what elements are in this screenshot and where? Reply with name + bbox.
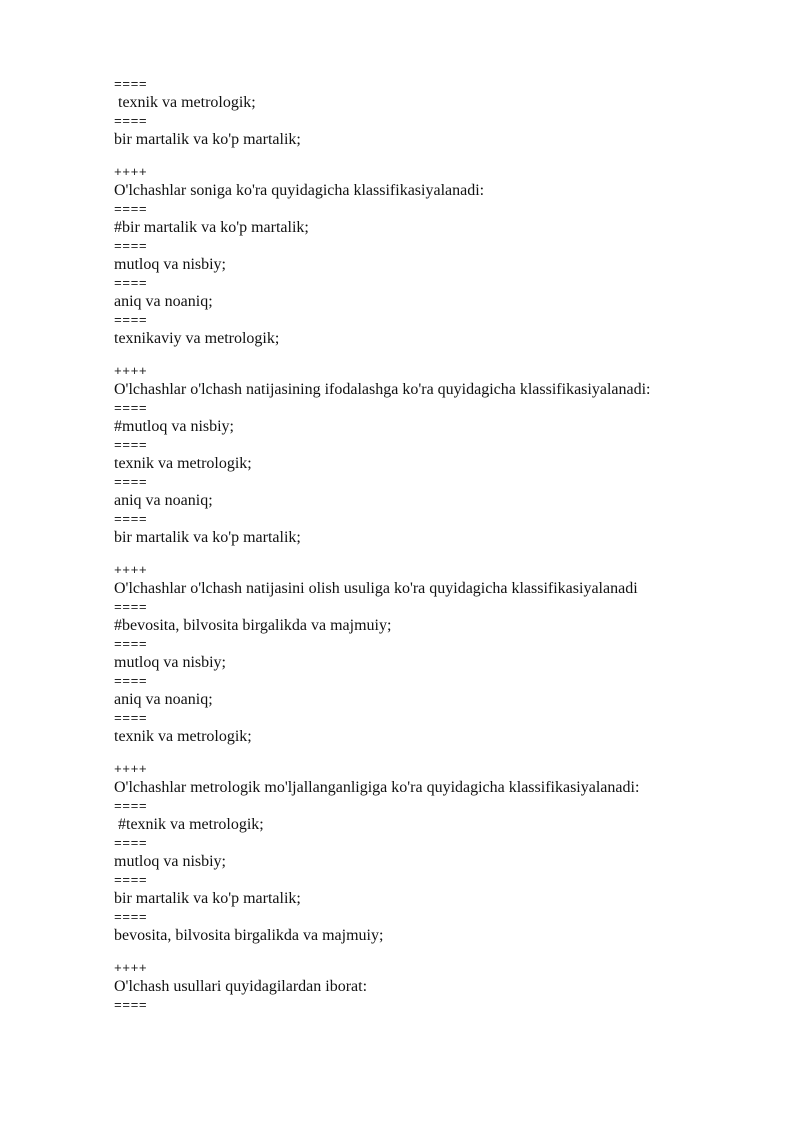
answer-option: texnikaviy va metrologik; bbox=[114, 330, 280, 347]
answer-option: bir martalik va ko'p martalik; bbox=[114, 131, 301, 148]
question-marker: ++++ bbox=[114, 762, 148, 777]
answer-option: texnik va metrologik; bbox=[114, 455, 252, 472]
answer-separator: ==== bbox=[114, 998, 148, 1013]
answer-separator: ==== bbox=[114, 711, 148, 726]
answer-option: texnik va metrologik; bbox=[114, 728, 252, 745]
answer-option: aniq va noaniq; bbox=[114, 492, 213, 509]
question-marker: ++++ bbox=[114, 563, 148, 578]
answer-separator: ==== bbox=[114, 637, 148, 652]
answer-separator: ==== bbox=[114, 401, 148, 416]
answer-option: mutloq va nisbiy; bbox=[114, 654, 226, 671]
answer-separator: ==== bbox=[114, 836, 148, 851]
answer-separator: ==== bbox=[114, 438, 148, 453]
answer-separator: ==== bbox=[114, 239, 148, 254]
block-spacer bbox=[114, 550, 774, 564]
answer-separator: ==== bbox=[114, 799, 148, 814]
answer-option: bir martalik va ko'p martalik; bbox=[114, 529, 301, 546]
answer-separator: ==== bbox=[114, 873, 148, 888]
answer-separator: ==== bbox=[114, 910, 148, 925]
answer-option: #bir martalik va ko'p martalik; bbox=[114, 219, 309, 236]
block-spacer bbox=[114, 948, 774, 962]
answer-separator: ==== bbox=[114, 313, 148, 328]
answer-separator: ==== bbox=[114, 77, 148, 92]
answer-separator: ==== bbox=[114, 114, 148, 129]
question-text: O'lchashlar o'lchash natijasining ifodalashga ko'ra quyidagicha klassifikasiyalanadi: bbox=[114, 381, 651, 398]
question-marker: ++++ bbox=[114, 961, 148, 976]
question-marker: ++++ bbox=[114, 364, 148, 379]
answer-option: texnik va metrologik; bbox=[114, 94, 256, 111]
answer-separator: ==== bbox=[114, 276, 148, 291]
answer-option: bevosita, bilvosita birgalikda va majmuiy; bbox=[114, 927, 384, 944]
answer-option: #texnik va metrologik; bbox=[114, 816, 264, 833]
block-spacer bbox=[114, 749, 774, 763]
question-text: O'lchashlar soniga ko'ra quyidagicha klassifikasiyalanadi: bbox=[114, 182, 485, 199]
question-text: O'lchashlar o'lchash natijasini olish usuliga ko'ra quyidagicha klassifikasiyalanadi bbox=[114, 580, 638, 597]
answer-option: bir martalik va ko'p martalik; bbox=[114, 890, 301, 907]
answer-option: mutloq va nisbiy; bbox=[114, 853, 226, 870]
answer-separator: ==== bbox=[114, 600, 148, 615]
block-spacer bbox=[114, 351, 774, 365]
answer-separator: ==== bbox=[114, 202, 148, 217]
answer-separator: ==== bbox=[114, 674, 148, 689]
answer-option: #bevosita, bilvosita birgalikda va majmuiy; bbox=[114, 617, 392, 634]
question-marker: ++++ bbox=[114, 165, 148, 180]
question-text: O'lchash usullari quyidagilardan iborat: bbox=[114, 978, 368, 995]
answer-separator: ==== bbox=[114, 475, 148, 490]
answer-option: aniq va noaniq; bbox=[114, 691, 213, 708]
document-page bbox=[114, 78, 774, 1012]
answer-option: #mutloq va nisbiy; bbox=[114, 418, 234, 435]
answer-separator: ==== bbox=[114, 512, 148, 527]
answer-option: mutloq va nisbiy; bbox=[114, 256, 226, 273]
block-spacer bbox=[114, 152, 774, 166]
question-text: O'lchashlar metrologik mo'ljallanganligiga ko'ra quyidagicha klassifikasiyalanadi: bbox=[114, 779, 640, 796]
answer-option: aniq va noaniq; bbox=[114, 293, 213, 310]
